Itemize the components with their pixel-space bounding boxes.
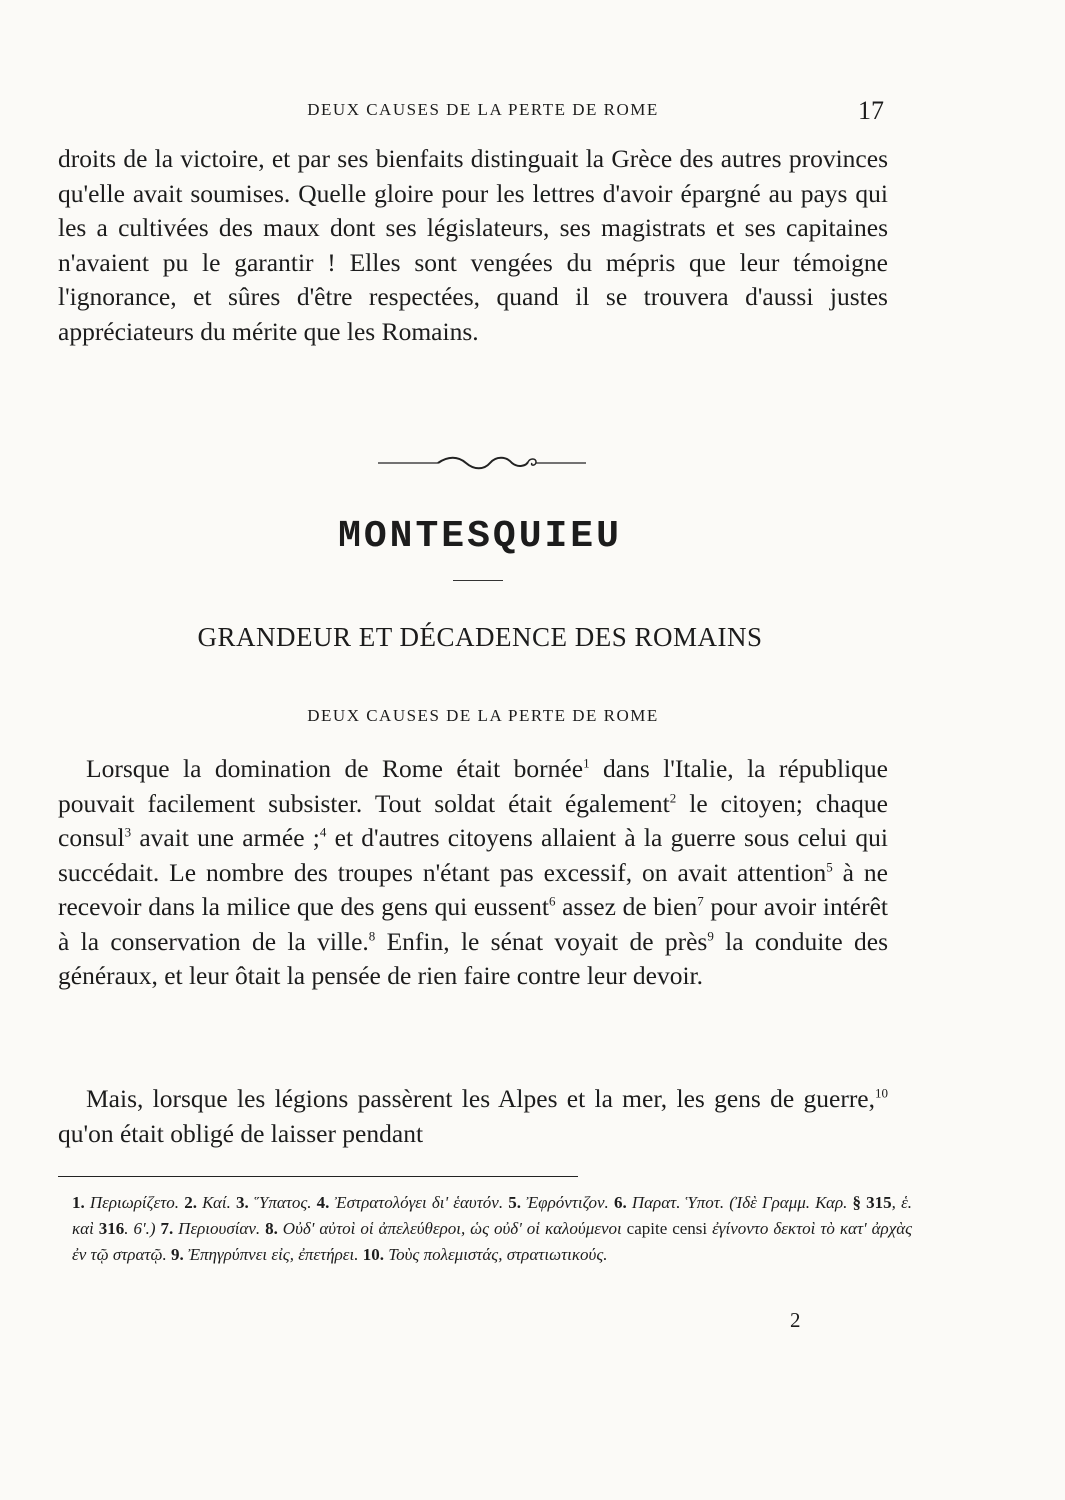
text-run: à ne recevoir dans la milice que des gens qui eussent xyxy=(58,857,888,921)
text-run: 4. xyxy=(316,1193,330,1212)
top-paragraph xyxy=(58,142,888,349)
note-ref: 8 xyxy=(368,928,376,943)
text-run: , ἑ. καὶ xyxy=(72,1193,913,1238)
text-run: 8. xyxy=(265,1219,278,1238)
text-run: Τοὺς πολεμιστάς, στρατιωτικούς. xyxy=(383,1245,608,1264)
paragraph-legions-text xyxy=(58,1082,888,1151)
note-ref: 1 xyxy=(583,755,590,771)
text-run: le citoyen; chaque consul xyxy=(58,788,888,852)
note-ref: 10 xyxy=(875,1085,888,1101)
note-ref: 7 xyxy=(697,893,704,909)
text-run: Καί. xyxy=(196,1193,236,1212)
paragraph-legions xyxy=(58,1082,888,1151)
text-run: Lorsque la domination de Rome était bornée xyxy=(86,754,584,783)
author-name: MONTESQUIEU xyxy=(338,515,622,558)
text-run: avait une armée ; xyxy=(131,823,320,852)
text-run: 3. xyxy=(236,1193,249,1212)
page-number: 17 xyxy=(858,96,884,125)
text-run: Παρατ. Ὑποτ. (Ἰδὲ Γραμμ. Καρ. xyxy=(626,1193,853,1212)
text-run: 5. xyxy=(508,1193,521,1212)
text-run: 6. xyxy=(613,1193,627,1212)
text-run: Οὐδ' αὐτοὶ οἱ ἀπελεύθεροι, ὡς οὐδ' οἱ καλούμενοι xyxy=(277,1219,627,1238)
text-run: Ὕπατος. xyxy=(248,1193,317,1212)
footnotes xyxy=(72,1190,912,1268)
running-head: DEUX CAUSES DE LA PERTE DE ROME xyxy=(307,100,659,119)
text-run: dans l'Italie, la république pouvait facilement subsister. Tout soldat était également xyxy=(58,754,888,818)
top-paragraph-text: droits de la victoire, et par ses bienfaits distinguait la Grèce des autres provinces qu'elle avait soumises. Quelle gloire pour les lettres d'avoir épargné au pays qui les a cultivées des maux dont ses législateurs, ses magistrats et ses capitaines n'avaient pu le garantir ! Elles sont vengées du mépris que leur témoigne l'ignorance, et sûres d'être respectées, quand il se trouvera d'aussi justes appréciateurs du mérite que les Romains. xyxy=(58,144,888,346)
note-ref: 3 xyxy=(124,824,132,840)
chapter-title: DEUX CAUSES DE LA PERTE DE ROME xyxy=(307,706,659,725)
text-run: Enfin, le sénat voyait de près xyxy=(375,926,708,956)
text-run: qu'on était obligé de laisser pendant xyxy=(58,1118,424,1148)
text-run: assez de bien xyxy=(555,892,698,921)
text-run: 7. xyxy=(160,1219,174,1238)
text-run: 10. xyxy=(362,1245,384,1264)
work-title: GRANDEUR ET DÉCADENCE DES ROMAINS xyxy=(197,622,763,652)
note-ref: 6 xyxy=(548,893,556,909)
note-ref: 5 xyxy=(826,859,833,874)
text-run: Ἐφρόντιζον. xyxy=(520,1193,614,1212)
text-run: Ἐστρατολόγει δι' ἑαυτόν. xyxy=(329,1193,509,1212)
text-run: la conduite des généraux, et leur ôtait la pensée de rien faire contre leur devoir. xyxy=(58,926,888,990)
text-run: § 315 xyxy=(852,1193,892,1212)
footnote-rule xyxy=(58,1176,578,1177)
text-run: pour avoir intérêt à la conservation de la ville. xyxy=(58,892,888,956)
text-run: Περιουσίαν. xyxy=(173,1219,266,1238)
paragraph-domination-text xyxy=(58,752,888,994)
text-run: 9. xyxy=(170,1245,184,1264)
text-run: capite censi xyxy=(626,1219,708,1238)
text-run: Ἐπηγρύπνει εἰς, ἐπετήρει. xyxy=(183,1245,363,1264)
paragraph-domination xyxy=(58,752,888,994)
text-run: . 6'.) xyxy=(124,1219,161,1238)
note-ref: 2 xyxy=(669,790,677,805)
text-run: 316 xyxy=(98,1219,125,1238)
author-rule xyxy=(453,580,503,581)
text-run: et d'autres citoyens allaient à la guerre sous celui qui succédait. Le nombre des troupes n'étant pas excessif, on avait attention xyxy=(58,823,888,887)
note-ref: 9 xyxy=(707,928,714,943)
text-run: 2. xyxy=(184,1193,197,1212)
note-ref: 4 xyxy=(319,824,327,840)
signature-mark: 2 xyxy=(790,1308,801,1332)
text-run: 1. xyxy=(72,1193,85,1212)
text-run: ἐγίνοντο δεκτοὶ τὸ κατ' ἀρχὰς ἐν τῷ στρατῷ. xyxy=(72,1219,913,1264)
ornament-divider-icon xyxy=(378,452,586,474)
text-run: Περιωρίζετο. xyxy=(84,1193,185,1212)
text-run: Mais, lorsque les légions passèrent les Alpes et la mer, les gens de guerre, xyxy=(86,1084,875,1113)
